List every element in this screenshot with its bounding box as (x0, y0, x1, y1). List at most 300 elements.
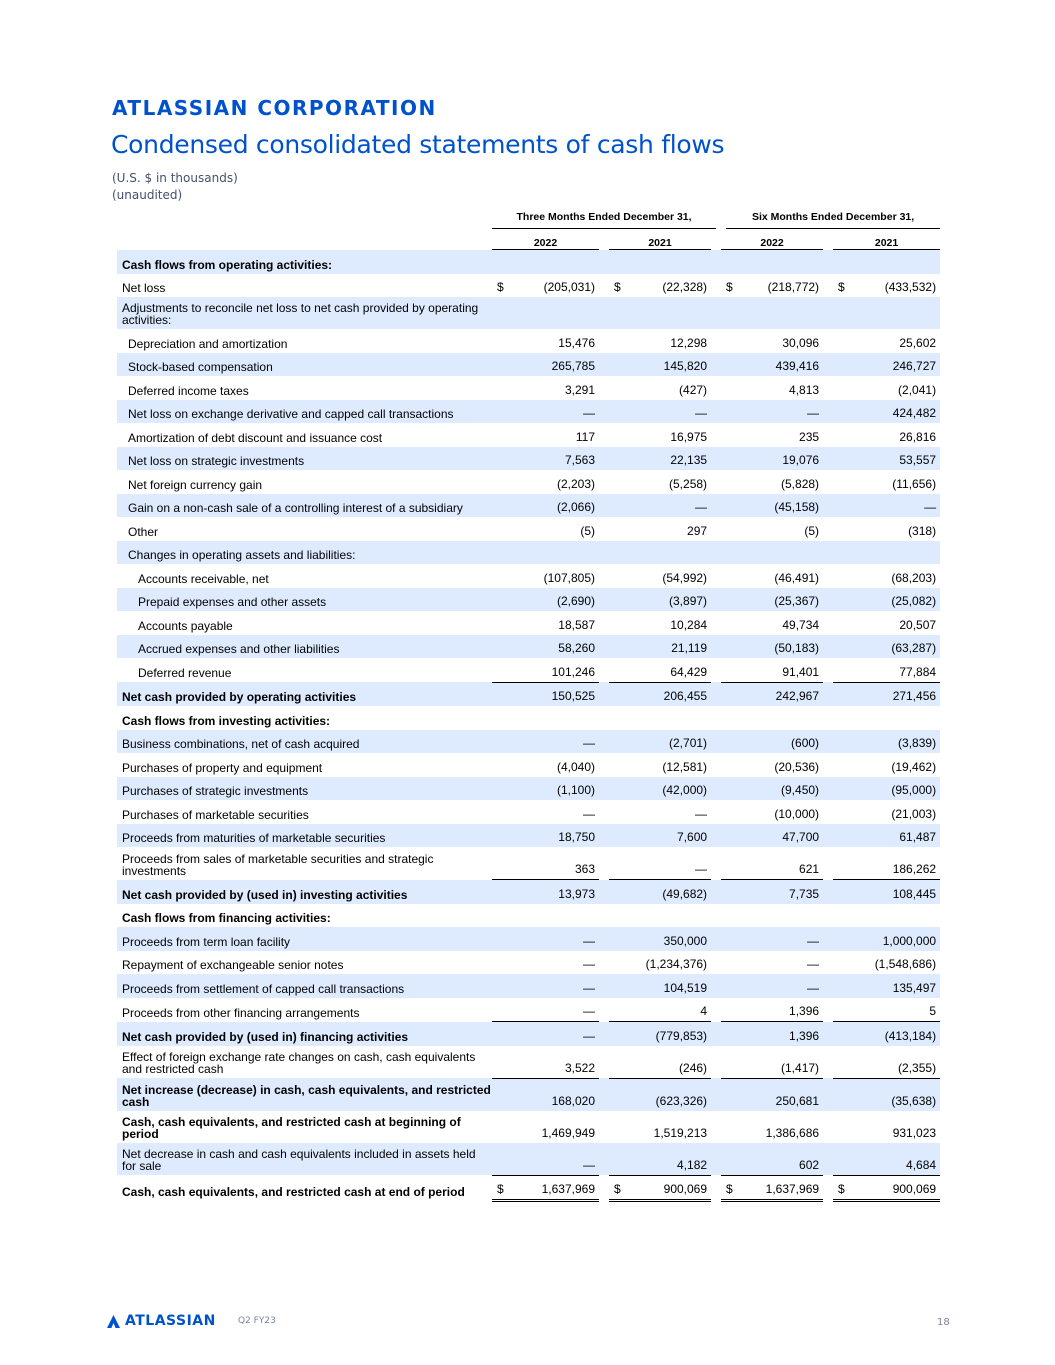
currency-symbol (716, 706, 728, 730)
cell-value: 10,284 (670, 617, 708, 632)
currency-symbol: $ (492, 1175, 504, 1201)
cell-value: (68,203) (891, 570, 937, 585)
table-row (117, 274, 940, 298)
header-three-months: Three Months Ended December 31, (492, 208, 716, 229)
row-label: Depreciation and amortization (128, 336, 288, 351)
row-label: Cash, cash equivalents, and restricted cash at beginning of period (122, 1114, 461, 1141)
table-row (117, 927, 940, 951)
cell-value: (1,548,686) (874, 957, 937, 971)
table-row (117, 329, 940, 353)
table-row (117, 777, 940, 801)
currency-symbol (716, 635, 728, 659)
cell-value: 4,684 (906, 1157, 937, 1172)
currency-symbol (828, 376, 840, 400)
currency-symbol: $ (604, 1175, 616, 1201)
cell-value: — (695, 406, 708, 420)
atlassian-logo-icon (107, 1315, 120, 1328)
cell-value: 20,507 (899, 617, 937, 632)
currency-symbol (828, 974, 840, 998)
currency-symbol (716, 1022, 728, 1046)
currency-symbol (492, 847, 504, 880)
row-label: Net increase (decrease) in cash, cash equivalents, and restricted cash (122, 1082, 491, 1109)
cell-value: 206,455 (616, 682, 716, 706)
currency-symbol (716, 494, 728, 518)
cell-value: (63,287) (891, 641, 937, 655)
cell-value: 18,587 (558, 617, 595, 632)
cell-value: 58,260 (558, 641, 595, 655)
cell-value: 21,119 (671, 641, 708, 655)
cell-value: 22,135 (670, 453, 708, 467)
year-header: 2021 (828, 229, 940, 250)
row-label: Amortization of debt discount and issuance cost (128, 430, 383, 445)
cell-value: (205,031) (543, 280, 595, 294)
cell-value: (20,536) (774, 759, 820, 774)
audit-note: (unaudited) (112, 188, 183, 202)
cell-value: 1,386,686 (765, 1125, 820, 1140)
currency-symbol (492, 353, 504, 377)
cell-value (504, 904, 604, 928)
footer-period: Q2 FY23 (238, 1316, 276, 1326)
currency-symbol (604, 494, 616, 518)
row-label: Net cash provided by (used in) investing activities (122, 887, 408, 902)
currency-symbol (716, 329, 728, 353)
currency-symbol (604, 998, 616, 1022)
currency-symbol (716, 611, 728, 635)
table-row (117, 517, 940, 541)
row-label: Proceeds from term loan facility (122, 934, 291, 949)
cell-value: (54,992) (662, 570, 708, 585)
cell-value: (19,462) (891, 759, 937, 774)
currency-symbol (828, 706, 840, 730)
cell-value: 1,396 (789, 1004, 820, 1018)
cell-value: (4,040) (556, 759, 595, 774)
cell-value: 250,681 (728, 1078, 828, 1111)
currency-symbol (492, 1022, 504, 1046)
row-label: Net loss on exchange derivative and capped call transactions (128, 407, 454, 421)
currency-symbol (828, 682, 840, 706)
units-note: (U.S. $ in thousands) (112, 171, 238, 185)
cell-value (728, 541, 828, 565)
row-label: Accrued expenses and other liabilities (138, 642, 340, 656)
cell-value: 621 (799, 862, 820, 876)
currency-symbol (716, 927, 728, 951)
currency-symbol (828, 517, 840, 541)
cell-value (728, 297, 828, 329)
table-row (117, 706, 940, 730)
row-label: Gain on a non-cash sale of a controlling interest of a subsidiary (128, 501, 463, 515)
page-title: Condensed consolidated statements of cash flows (111, 130, 725, 159)
currency-symbol (828, 611, 840, 635)
currency-symbol (604, 658, 616, 682)
cell-value: 271,456 (840, 682, 940, 706)
row-label: Changes in operating assets and liabilities: (128, 548, 356, 562)
currency-symbol (716, 951, 728, 975)
currency-symbol (492, 470, 504, 494)
currency-symbol (604, 541, 616, 565)
cell-value: 424,482 (892, 406, 937, 420)
cell-value: (433,532) (884, 280, 937, 294)
cell-value: (25,367) (774, 594, 820, 608)
cell-value: — (583, 1004, 595, 1018)
table-row (117, 400, 940, 424)
cell-value: — (807, 406, 820, 420)
table-row (117, 541, 940, 565)
row-label: Accounts receivable, net (138, 571, 269, 586)
cell-value: 12,298 (670, 335, 708, 350)
currency-symbol (716, 998, 728, 1022)
row-label: Proceeds from sales of marketable securities and strategic investments (122, 851, 434, 878)
cell-value (728, 250, 828, 274)
currency-symbol (492, 753, 504, 777)
currency-symbol (604, 706, 616, 730)
cell-value: 25,602 (899, 335, 937, 350)
cell-value (504, 250, 604, 274)
row-label: Proceeds from other financing arrangements (122, 1005, 360, 1020)
company-name: ATLASSIAN CORPORATION (112, 96, 437, 120)
cell-value: 19,076 (782, 453, 820, 467)
cell-value: (5,828) (781, 476, 820, 491)
cell-value: — (695, 806, 708, 821)
cell-value (616, 250, 716, 274)
currency-symbol (716, 777, 728, 801)
currency-symbol (492, 635, 504, 659)
currency-symbol (492, 423, 504, 447)
cell-value: 931,023 (892, 1125, 937, 1140)
cell-value: — (695, 500, 708, 514)
cell-value: 1,637,969 (728, 1175, 828, 1201)
currency-symbol (492, 824, 504, 848)
currency-symbol (492, 517, 504, 541)
cell-value: — (583, 933, 595, 948)
row-label: Repayment of exchangeable senior notes (122, 958, 344, 972)
currency-symbol (492, 777, 504, 801)
currency-symbol (604, 611, 616, 635)
cell-value: — (807, 957, 820, 971)
cell-value: (5,258) (669, 476, 708, 491)
currency-symbol (604, 880, 616, 904)
year-header: 2022 (716, 229, 828, 250)
year-header: 2022 (492, 229, 604, 250)
currency-symbol (604, 1111, 616, 1143)
table-row (117, 1111, 940, 1143)
cell-value (728, 904, 828, 928)
currency-symbol (828, 297, 840, 329)
row-label: Net cash provided by (used in) financing activities (122, 1029, 409, 1044)
cell-value: — (695, 862, 708, 876)
currency-symbol (492, 297, 504, 329)
currency-symbol (492, 447, 504, 471)
currency-symbol (492, 1111, 504, 1143)
table-row (117, 824, 940, 848)
cell-value: 4,182 (677, 1157, 708, 1172)
currency-symbol (828, 541, 840, 565)
currency-symbol (604, 517, 616, 541)
table-row (117, 353, 940, 377)
currency-symbol (716, 682, 728, 706)
cell-value: — (583, 957, 595, 971)
cell-value: (10,000) (774, 806, 820, 821)
currency-symbol (604, 753, 616, 777)
page-number: 18 (937, 1317, 950, 1328)
currency-symbol (492, 998, 504, 1022)
currency-symbol (828, 400, 840, 424)
currency-symbol (492, 250, 504, 274)
cell-value: (1,100) (556, 783, 595, 797)
cell-value: (107,805) (543, 570, 595, 585)
currency-symbol (492, 564, 504, 588)
cell-value: (9,450) (781, 783, 820, 797)
cell-value: (46,491) (774, 570, 820, 585)
cell-value: 439,416 (775, 359, 820, 373)
cell-value: 53,557 (899, 453, 937, 467)
cell-value: (95,000) (891, 783, 937, 797)
currency-symbol (828, 800, 840, 824)
row-label: Purchases of marketable securities (122, 807, 309, 822)
currency-symbol (716, 1078, 728, 1111)
footer-logo (107, 1313, 216, 1329)
row-label: Effect of foreign exchange rate changes on cash, cash equivalents and restricted cash (122, 1050, 476, 1076)
currency-symbol (716, 564, 728, 588)
cell-value: (623,326) (616, 1078, 716, 1111)
currency-symbol (604, 400, 616, 424)
table-row (117, 904, 940, 928)
currency-symbol (828, 730, 840, 754)
currency-symbol (716, 1046, 728, 1079)
currency-symbol (828, 824, 840, 848)
currency-symbol (716, 824, 728, 848)
cell-value: 1,396 (728, 1022, 828, 1046)
table-row (117, 1078, 940, 1111)
cell-value (840, 904, 940, 928)
currency-symbol (716, 1111, 728, 1143)
cell-value: 117 (575, 429, 595, 444)
table-row (117, 611, 940, 635)
cell-value: 47,700 (782, 830, 820, 844)
cell-value: (2,066) (556, 500, 595, 514)
currency-symbol (492, 658, 504, 682)
currency-symbol (492, 800, 504, 824)
row-label: Accounts payable (138, 618, 233, 633)
row-label: Cash, cash equivalents, and restricted cash at end of period (122, 1184, 465, 1199)
cell-value: (21,003) (891, 806, 937, 821)
currency-symbol (828, 1046, 840, 1079)
currency-symbol (828, 847, 840, 880)
currency-symbol (604, 297, 616, 329)
cell-value: (35,638) (840, 1078, 940, 1111)
currency-symbol (492, 951, 504, 975)
cell-value: (246) (679, 1060, 708, 1075)
currency-symbol: $ (828, 1175, 840, 1201)
cell-value (504, 541, 604, 565)
cell-value: 135,497 (892, 980, 937, 995)
cell-value: 235 (799, 429, 820, 444)
cell-value: 7,563 (564, 453, 595, 467)
currency-symbol: $ (726, 280, 733, 294)
currency-symbol (716, 974, 728, 998)
currency-symbol (828, 250, 840, 274)
currency-symbol (604, 564, 616, 588)
currency-symbol (492, 329, 504, 353)
row-label: Deferred income taxes (128, 383, 249, 398)
cell-value: (2,203) (556, 476, 595, 491)
cell-value: (42,000) (662, 783, 708, 797)
cell-value: — (807, 980, 820, 995)
cell-value: 186,262 (892, 862, 937, 876)
cell-value: — (583, 736, 595, 750)
row-label: Cash flows from operating activities: (122, 257, 333, 272)
cell-value: 13,973 (504, 880, 604, 904)
currency-symbol (828, 564, 840, 588)
currency-symbol (604, 974, 616, 998)
cell-value: 900,069 (840, 1175, 940, 1201)
currency-symbol (716, 730, 728, 754)
currency-symbol (828, 1111, 840, 1143)
cell-value (504, 297, 604, 329)
currency-symbol (492, 1143, 504, 1176)
currency-symbol (716, 847, 728, 880)
cell-value: 108,445 (840, 880, 940, 904)
table-row (117, 998, 940, 1022)
cell-value: (12,581) (662, 759, 708, 774)
currency-symbol (604, 1143, 616, 1176)
cell-value: 7,600 (677, 830, 708, 844)
year-header: 2021 (604, 229, 716, 250)
row-label: Proceeds from settlement of capped call transactions (122, 981, 405, 996)
cell-value: (11,656) (892, 476, 937, 491)
currency-symbol (828, 927, 840, 951)
row-label: Proceeds from maturities of marketable securities (122, 831, 386, 845)
table-row (117, 250, 940, 274)
currency-symbol (828, 1143, 840, 1176)
cell-value: 77,884 (899, 664, 937, 679)
currency-symbol (828, 329, 840, 353)
cell-value: (5) (580, 523, 595, 538)
cell-value: (5) (804, 523, 820, 538)
cell-value: (779,853) (616, 1022, 716, 1046)
currency-symbol (492, 1078, 504, 1111)
table-row (117, 494, 940, 518)
cell-value: 3,522 (564, 1060, 595, 1075)
cell-value: 1,637,969 (504, 1175, 604, 1201)
cell-value: 297 (687, 523, 708, 538)
cell-value: — (504, 1022, 604, 1046)
cell-value: 246,727 (892, 359, 937, 373)
cell-value: 49,734 (782, 617, 820, 632)
cell-value: — (924, 500, 937, 514)
table-row (117, 658, 940, 682)
currency-symbol (604, 588, 616, 612)
cell-value: (45,158) (774, 500, 820, 514)
currency-symbol (604, 447, 616, 471)
cell-value: (427) (679, 382, 708, 397)
currency-symbol (828, 353, 840, 377)
cell-value: 265,785 (551, 359, 595, 373)
currency-symbol: $ (716, 1175, 728, 1201)
currency-symbol (492, 611, 504, 635)
cell-value: (49,682) (616, 880, 716, 904)
currency-symbol (604, 800, 616, 824)
currency-symbol (492, 904, 504, 928)
cell-value: 350,000 (663, 933, 708, 948)
cell-value: (2,701) (669, 736, 708, 750)
currency-symbol (604, 1078, 616, 1111)
currency-symbol (828, 777, 840, 801)
table-row (117, 880, 940, 904)
cell-value (616, 541, 716, 565)
currency-symbol (716, 376, 728, 400)
cell-value: (1,417) (781, 1060, 820, 1075)
cell-value: — (583, 806, 595, 821)
cell-value: 242,967 (728, 682, 828, 706)
cell-value: — (583, 1157, 595, 1172)
currency-symbol (604, 329, 616, 353)
currency-symbol (604, 824, 616, 848)
currency-symbol (716, 297, 728, 329)
row-label: Purchases of property and equipment (122, 760, 323, 775)
footer-logo-text: ATLASSIAN (125, 1313, 216, 1329)
cell-value: (2,690) (556, 594, 595, 608)
cell-value: (3,897) (669, 594, 708, 608)
table-row (117, 447, 940, 471)
currency-symbol (716, 904, 728, 928)
currency-symbol (828, 470, 840, 494)
currency-symbol (828, 880, 840, 904)
cell-value: (2,355) (898, 1060, 937, 1075)
currency-symbol (716, 423, 728, 447)
row-label: Purchases of strategic investments (122, 784, 309, 798)
cell-value: 602 (799, 1157, 820, 1172)
currency-symbol (716, 400, 728, 424)
currency-symbol (828, 1022, 840, 1046)
currency-symbol (604, 250, 616, 274)
currency-symbol (604, 730, 616, 754)
row-label: Adjustments to reconcile net loss to net cash provided by operating activities: (122, 301, 479, 327)
currency-symbol (604, 847, 616, 880)
currency-symbol (492, 730, 504, 754)
table-row (117, 588, 940, 612)
cell-value: (2,041) (898, 382, 937, 397)
row-label: Deferred revenue (138, 666, 232, 680)
cell-value: 61,487 (899, 830, 937, 844)
currency-symbol (716, 658, 728, 682)
currency-symbol (828, 423, 840, 447)
table-row (117, 423, 940, 447)
currency-symbol (604, 777, 616, 801)
cell-value: (600) (791, 736, 820, 750)
table-row (117, 682, 940, 706)
currency-symbol (604, 682, 616, 706)
cell-value: (25,082) (891, 594, 937, 608)
table-row (117, 297, 940, 329)
cell-value: (3,839) (898, 736, 937, 750)
cell-value: (413,184) (840, 1022, 940, 1046)
cell-value: 4,813 (789, 382, 820, 397)
cell-value: (318) (908, 523, 937, 538)
currency-symbol (492, 376, 504, 400)
cell-value (728, 706, 828, 730)
currency-symbol (828, 658, 840, 682)
table-row (117, 847, 940, 880)
currency-symbol (716, 541, 728, 565)
cell-value (840, 297, 940, 329)
currency-symbol (716, 470, 728, 494)
table-row (117, 1175, 940, 1201)
table-row (117, 564, 940, 588)
currency-symbol: $ (838, 280, 845, 294)
cell-value: 18,750 (558, 830, 595, 844)
currency-symbol (828, 951, 840, 975)
cell-value: 16,975 (670, 429, 708, 444)
